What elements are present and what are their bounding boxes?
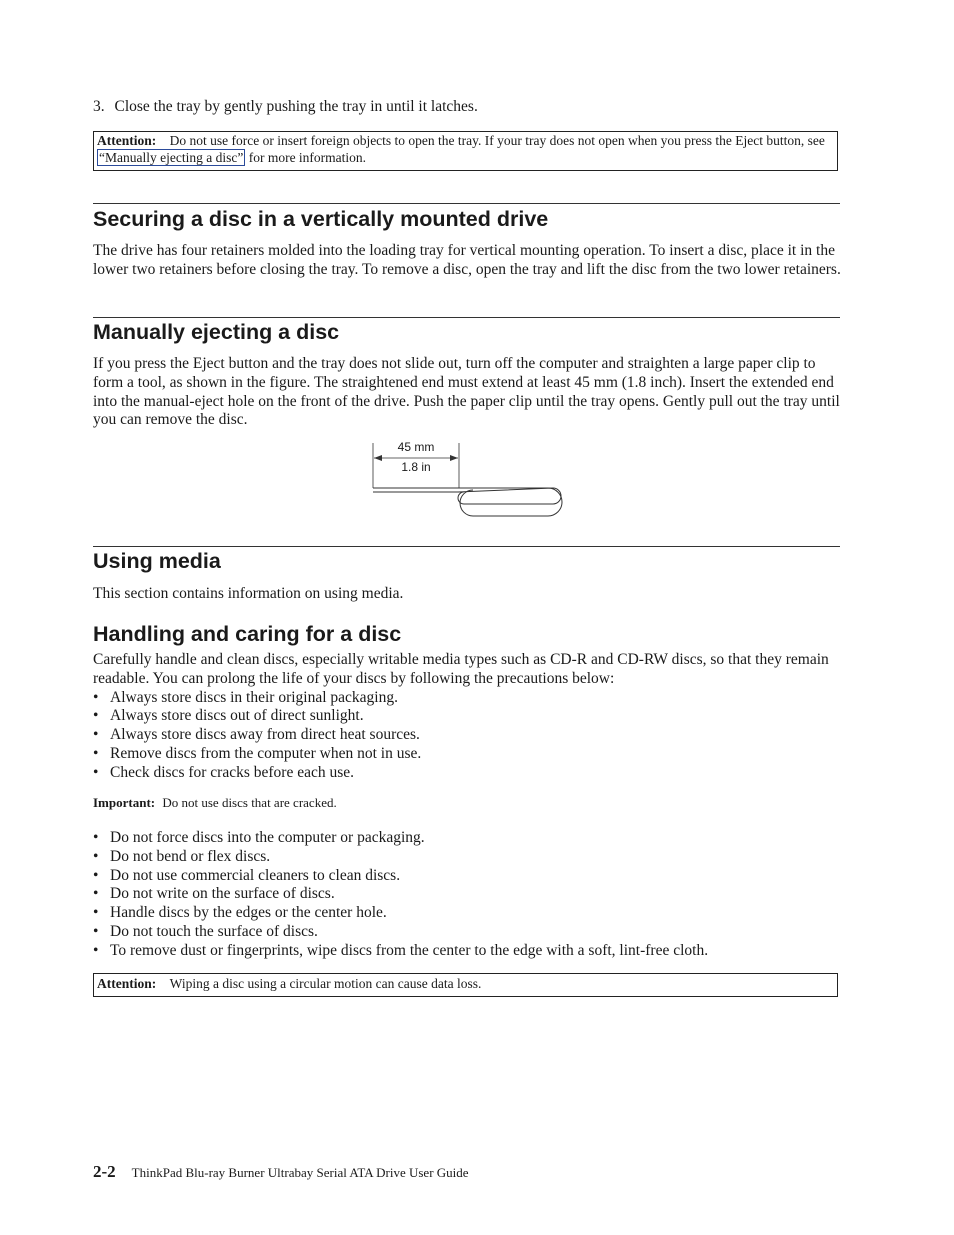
list-item: • Do not touch the surface of discs. xyxy=(93,923,843,942)
figure-label-mm: 45 mm xyxy=(397,440,435,454)
important-text: Do not use discs that are cracked. xyxy=(162,795,337,810)
paper-clip-figure xyxy=(368,438,568,520)
document-title: ThinkPad Blu-ray Burner Ultrabay Serial ATA Drive User Guide xyxy=(131,1165,469,1180)
handling-section xyxy=(93,651,843,783)
list-item: • Do not use commercial cleaners to clean discs. xyxy=(93,867,843,886)
attention-text: Wiping a disc using a circular motion can cause data loss. xyxy=(169,976,482,991)
heading-securing-disc: Securing a disc in a vertically mounted drive xyxy=(93,207,549,231)
paragraph-using-media: This section contains information on using media. xyxy=(93,585,404,602)
page-footer xyxy=(93,1162,469,1182)
handling-rules xyxy=(93,829,843,961)
precautions-list xyxy=(93,689,843,783)
attention-box xyxy=(93,131,838,171)
section-divider xyxy=(93,546,840,547)
manually-ejecting-link[interactable]: “Manually ejecting a disc” xyxy=(99,149,244,165)
attention-box xyxy=(93,973,838,997)
list-item: • To remove dust or fingerprints, wipe discs from the center to the edge with a soft, lint-free cloth. xyxy=(93,942,843,961)
list-item: • Handle discs by the edges or the center hole. xyxy=(93,904,843,923)
attention-text-after: for more information. xyxy=(248,149,367,165)
attention-label: Attention: xyxy=(97,976,157,991)
step-text: Close the tray by gently pushing the tray in until it latches. xyxy=(114,98,478,115)
list-item: • Do not force discs into the computer or packaging. xyxy=(93,829,843,848)
handling-list xyxy=(93,829,843,961)
attention-text: Do not use force or insert foreign objects to open the tray. If your tray does not open when you press the Eject button, see xyxy=(169,133,825,148)
step-3 xyxy=(93,98,843,117)
attention-label: Attention: xyxy=(97,133,157,148)
paragraph-handling: Carefully handle and clean discs, especially writable media types such as CD-R and CD-RW discs, so that they remain readable. You can prolong the life of your discs by following the precautions below: xyxy=(93,651,829,687)
list-item: • Always store discs out of direct sunlight. xyxy=(93,707,843,726)
list-item: • Remove discs from the computer when not in use. xyxy=(93,745,843,764)
paragraph-securing-disc: The drive has four retainers molded into the loading tray for vertical mounting operation. To insert a disc, place it in the lower two retainers before closing the tray. To remove a disc, open the tray and lift the disc from the two lower retainers. xyxy=(93,242,841,278)
heading-using-media: Using media xyxy=(93,549,221,573)
section-divider xyxy=(93,203,840,204)
list-item: • Do not write on the surface of discs. xyxy=(93,885,843,904)
list-item: • Always store discs in their original packaging. xyxy=(93,689,843,708)
list-item: • Always store discs away from direct heat sources. xyxy=(93,726,843,745)
list-item: • Do not bend or flex discs. xyxy=(93,848,843,867)
page-number: 2-2 xyxy=(93,1162,116,1181)
section-divider xyxy=(93,317,840,318)
paragraph-manually-ejecting: If you press the Eject button and the tray does not slide out, turn off the computer and straighten a large paper clip to form a tool, as shown in the figure. The straightened end must extend at least 45 mm (1.8 inch). Insert the extended end into the manual-eject hole on the front of the drive. Push the paper clip until the tray opens. Gently pull out the tray until you can remove the disc. xyxy=(93,355,840,429)
step-number: 3. xyxy=(93,98,105,115)
heading-manually-ejecting: Manually ejecting a disc xyxy=(93,320,340,344)
important-label: Important: xyxy=(93,795,156,810)
important-note xyxy=(93,795,337,811)
figure-label-in: 1.8 in xyxy=(401,460,431,474)
list-item: • Check discs for cracks before each use. xyxy=(93,764,843,783)
heading-handling-caring: Handling and caring for a disc xyxy=(93,622,402,646)
